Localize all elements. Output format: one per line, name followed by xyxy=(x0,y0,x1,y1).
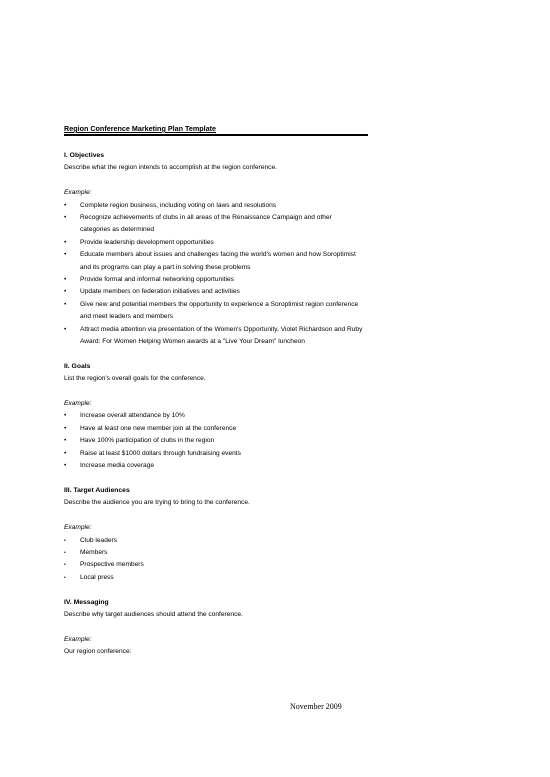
spacer xyxy=(64,621,364,633)
list-item-text: Increase media coverage xyxy=(80,462,155,470)
bullet-icon: • xyxy=(64,238,67,246)
spacer xyxy=(64,584,364,596)
bullet-icon: • xyxy=(64,214,67,222)
list-item-text: Complete region business, including voting on laws and resolutions xyxy=(80,201,277,209)
footer-date: November 2009 xyxy=(290,702,342,711)
bullet-icon: • xyxy=(64,412,67,420)
list-item-text: Provide formal and informal networking opportunities xyxy=(80,276,234,284)
spacer xyxy=(64,510,364,522)
bullet-list xyxy=(64,535,364,585)
bullet-icon: • xyxy=(64,537,66,544)
section-heading: I. Objectives xyxy=(64,152,105,159)
list-item xyxy=(64,410,364,422)
bullet-icon: • xyxy=(64,424,67,432)
list-item-text: Update members on federation initiatives and activities xyxy=(80,288,240,296)
section-description: Describe what the region intends to accomplish at the region conference. xyxy=(64,164,277,172)
example-label: Example: xyxy=(64,635,92,643)
section-heading: IV. Messaging xyxy=(64,598,109,606)
bullet-icon: • xyxy=(64,574,66,581)
list-item-text: Members xyxy=(80,548,108,556)
bullet-icon: • xyxy=(64,276,67,284)
example-label: Example: xyxy=(64,400,92,408)
list-item xyxy=(64,460,364,472)
list-item xyxy=(64,435,364,447)
section-description: List the region's overall goals for the conference. xyxy=(64,375,206,383)
spacer xyxy=(64,386,364,398)
example-label-text: Example xyxy=(64,524,90,532)
title-block xyxy=(64,124,368,136)
bullet-list xyxy=(64,200,364,349)
list-item-text: Give new and potential members the opportunity to experience a Soroptimist region conference and meet leaders and members xyxy=(80,300,359,321)
bullet-icon: • xyxy=(64,251,67,259)
bullet-icon: • xyxy=(64,201,67,209)
list-item xyxy=(64,448,364,460)
list-item xyxy=(64,299,364,324)
title-rule xyxy=(64,134,368,136)
bullet-icon: • xyxy=(64,462,67,470)
document-title: Region Conference Marketing Plan Template xyxy=(64,124,217,133)
list-item-text: Prospective members xyxy=(80,561,144,569)
list-item xyxy=(64,535,364,547)
list-item xyxy=(64,547,364,559)
bullet-icon: • xyxy=(64,325,67,333)
list-item-text: Educate members about issues and challenges facing the world's women and how Soroptimist and its programs can play a part in solving these problems xyxy=(80,251,356,271)
list-item xyxy=(64,249,364,274)
section-description: Describe the audience you are trying to bring to the conference. xyxy=(64,499,250,507)
list-item xyxy=(64,212,364,237)
list-item-text: Raise at least $1000 dollars through fundraising events xyxy=(80,449,241,457)
spacer xyxy=(64,175,364,187)
bullet-icon: • xyxy=(64,549,66,556)
bullet-icon: • xyxy=(64,288,67,296)
example-label-text: Example xyxy=(64,400,90,408)
list-item-text: Provide leadership development opportunities xyxy=(80,238,214,246)
list-item xyxy=(64,572,364,584)
example-label: Example: xyxy=(64,189,92,197)
list-item-text: Have 100% participation of clubs in the region xyxy=(80,437,215,445)
bullet-icon: • xyxy=(64,449,67,457)
document-content xyxy=(64,150,364,659)
list-item xyxy=(64,237,364,249)
list-item-text: Recognize achievements of clubs in all areas of the Renaissance Campaign and other categories as determined xyxy=(80,214,332,234)
list-item-text: Club leaders xyxy=(80,536,118,544)
bullet-icon: • xyxy=(64,300,67,308)
spacer xyxy=(64,473,364,485)
bullet-list xyxy=(64,410,364,472)
section-description: Describe why target audiences should attend the conference. xyxy=(64,610,243,618)
list-item xyxy=(64,559,364,571)
list-item xyxy=(64,200,364,212)
list-item xyxy=(64,423,364,435)
example-label-text: Example xyxy=(64,189,90,197)
list-item-text: Increase overall attendance by 10% xyxy=(80,412,185,420)
example-label-text: Example xyxy=(64,635,90,643)
section-heading: III. Target Audiences xyxy=(64,486,130,494)
list-item-text: Attract media attention via presentation of the Women's Opportunity, Violet Richardson and Ruby Award: For Women Helping Women awards at a "Live Your Dream" luncheon xyxy=(80,325,363,346)
example-label: Example: xyxy=(64,524,92,532)
list-item xyxy=(64,286,364,298)
section-heading: II. Goals xyxy=(64,362,91,370)
list-item-text: Have at least one new member join at the conference xyxy=(80,424,237,432)
example-text: Our region conference: xyxy=(64,648,132,656)
bullet-icon: • xyxy=(64,562,66,569)
list-item xyxy=(64,324,364,349)
list-item xyxy=(64,274,364,286)
bullet-icon: • xyxy=(64,437,67,445)
spacer xyxy=(64,348,364,360)
list-item-text: Local press xyxy=(80,573,114,581)
